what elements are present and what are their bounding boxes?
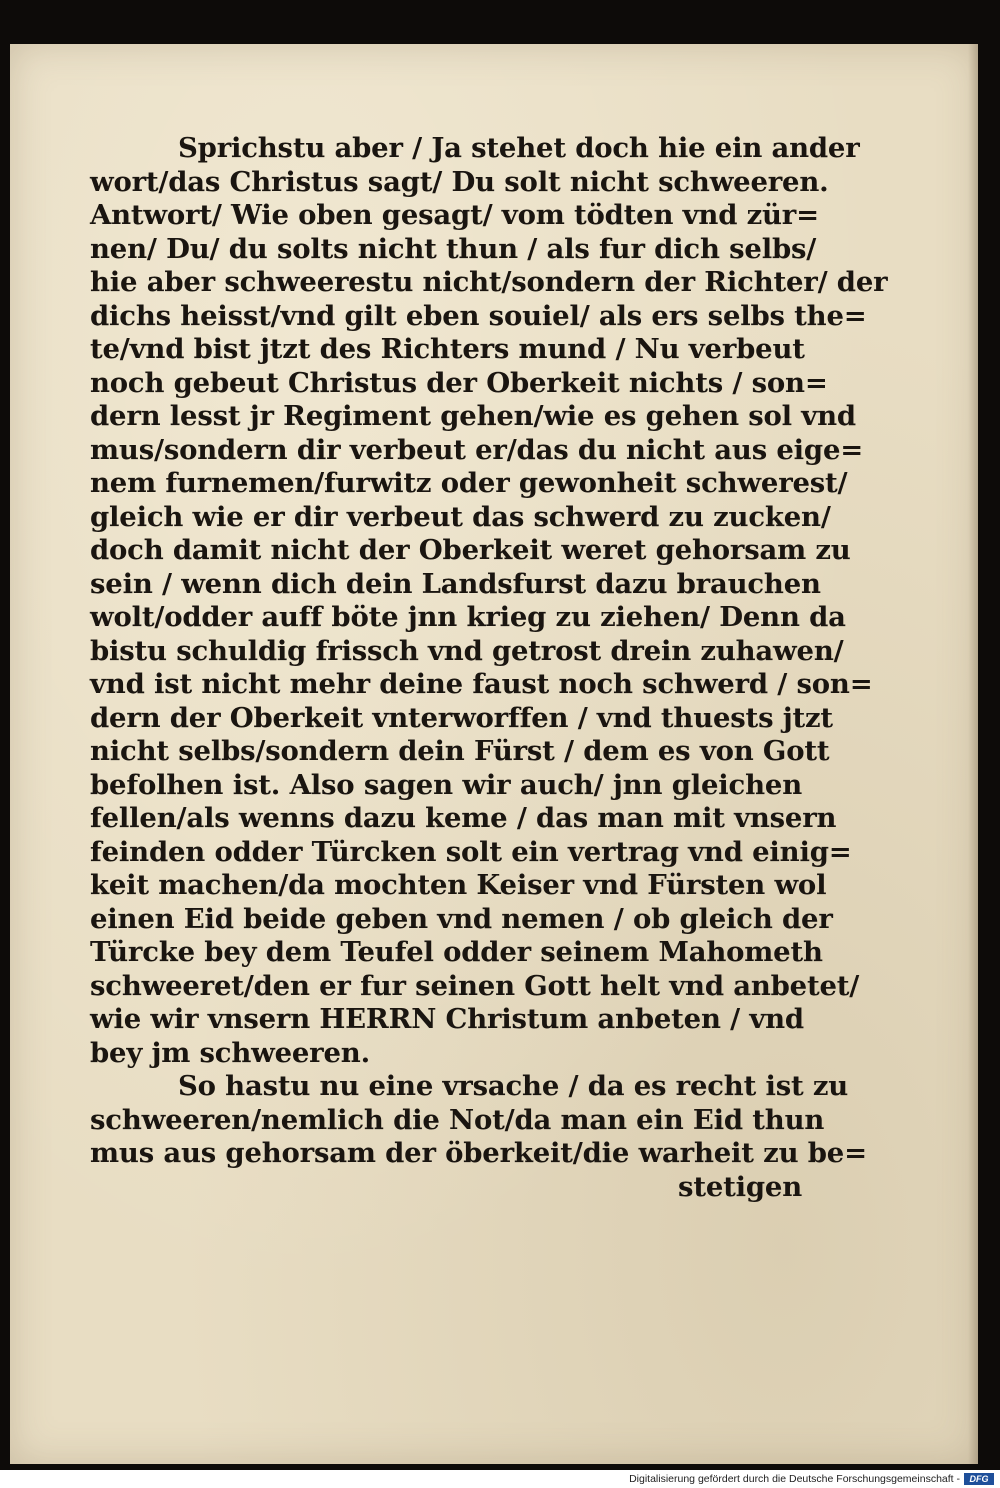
text-line-21: fellen/als wenns dazu keme / das man mit vnsern	[90, 802, 837, 834]
text-line-17: vnd ist nicht mehr deine faust noch schwerd / son=	[90, 668, 873, 700]
text-line-14: sein / wenn dich dein Landsfurst dazu brauchen	[90, 567, 821, 600]
text-line-22: feinden odder Türcken solt ein vertrag vnd einig=	[90, 835, 852, 868]
dfg-logo-icon[interactable]: DFG	[964, 1473, 994, 1485]
text-line-9: dern lesst jr Regiment gehen/wie es gehen sol vnd	[90, 400, 856, 432]
text-line-13: doch damit nicht der Oberkeit weret gehorsam zu	[90, 534, 851, 566]
text-line-30: schweeren/nemlich die Not/da man ein Eid thun	[90, 1103, 825, 1136]
text-line-29: So hastu nu eine vrsache / da es recht ist zu	[178, 1070, 849, 1102]
catchword: stetigen	[678, 1170, 802, 1203]
text-line-5: hie aber schweerestu nicht/sondern der Richter/ der	[90, 266, 888, 298]
text-line-26: schweeret/den er fur seinen Gott helt vnd anbetet/	[90, 969, 860, 1002]
text-line-25: Türcke bey dem Teufel odder seinem Mahometh	[90, 936, 823, 968]
text-line-31: mus aus gehorsam der öberkeit/die warheit zu be=	[90, 1137, 867, 1169]
text-line-4: nen/ Du/ du solts nicht thun / als fur dich selbs/	[90, 232, 817, 265]
footer-bar	[0, 1470, 1000, 1488]
text-line-27: wie wir vnsern HERRN Christum anbeten / vnd	[90, 1003, 804, 1035]
page-edge-shadow	[968, 44, 978, 1464]
text-line-1: Sprichstu aber / Ja stehet doch hie ein ander	[178, 132, 860, 164]
text-line-16: bistu schuldig frissch vnd getrost drein zuhawen/	[90, 634, 844, 667]
text-line-10: mus/sondern dir verbeut er/das du nicht aus eige=	[90, 433, 864, 466]
text-line-19: nicht selbs/sondern dein Fürst / dem es von Gott	[90, 735, 830, 767]
text-line-6: dichs heisst/vnd gilt eben souiel/ als ers selbs the=	[90, 299, 867, 332]
text-line-12: gleich wie er dir verbeut das schwerd zu zucken/	[90, 500, 831, 533]
text-line-15: wolt/odder auff böte jnn krieg zu ziehen/ Denn da	[90, 601, 846, 633]
page-text	[90, 132, 888, 1204]
text-line-11: nem furnemen/furwitz oder gewonheit schwerest/	[90, 467, 848, 499]
text-line-18: dern der Oberkeit vnterworffen / vnd thuests jtzt	[90, 701, 833, 734]
text-line-28: bey jm schweeren.	[90, 1036, 370, 1069]
text-line-2: wort/das Christus sagt/ Du solt nicht schweeren.	[90, 165, 829, 198]
text-line-7: te/vnd bist jtzt des Richters mund / Nu verbeut	[90, 333, 805, 365]
text-line-23: keit machen/da mochten Keiser vnd Fürsten wol	[90, 869, 827, 901]
funding-credit: Digitalisierung gefördert durch die Deutsche Forschungsgemeinschaft -	[629, 1473, 960, 1485]
book-page	[10, 44, 978, 1464]
text-line-3: Antwort/ Wie oben gesagt/ vom tödten vnd zür=	[90, 199, 819, 231]
text-line-24: einen Eid beide geben vnd nemen / ob gleich der	[90, 902, 833, 935]
text-line-20: befolhen ist. Also sagen wir auch/ jnn gleichen	[90, 768, 802, 801]
text-line-8: noch gebeut Christus der Oberkeit nichts / son=	[90, 366, 828, 399]
